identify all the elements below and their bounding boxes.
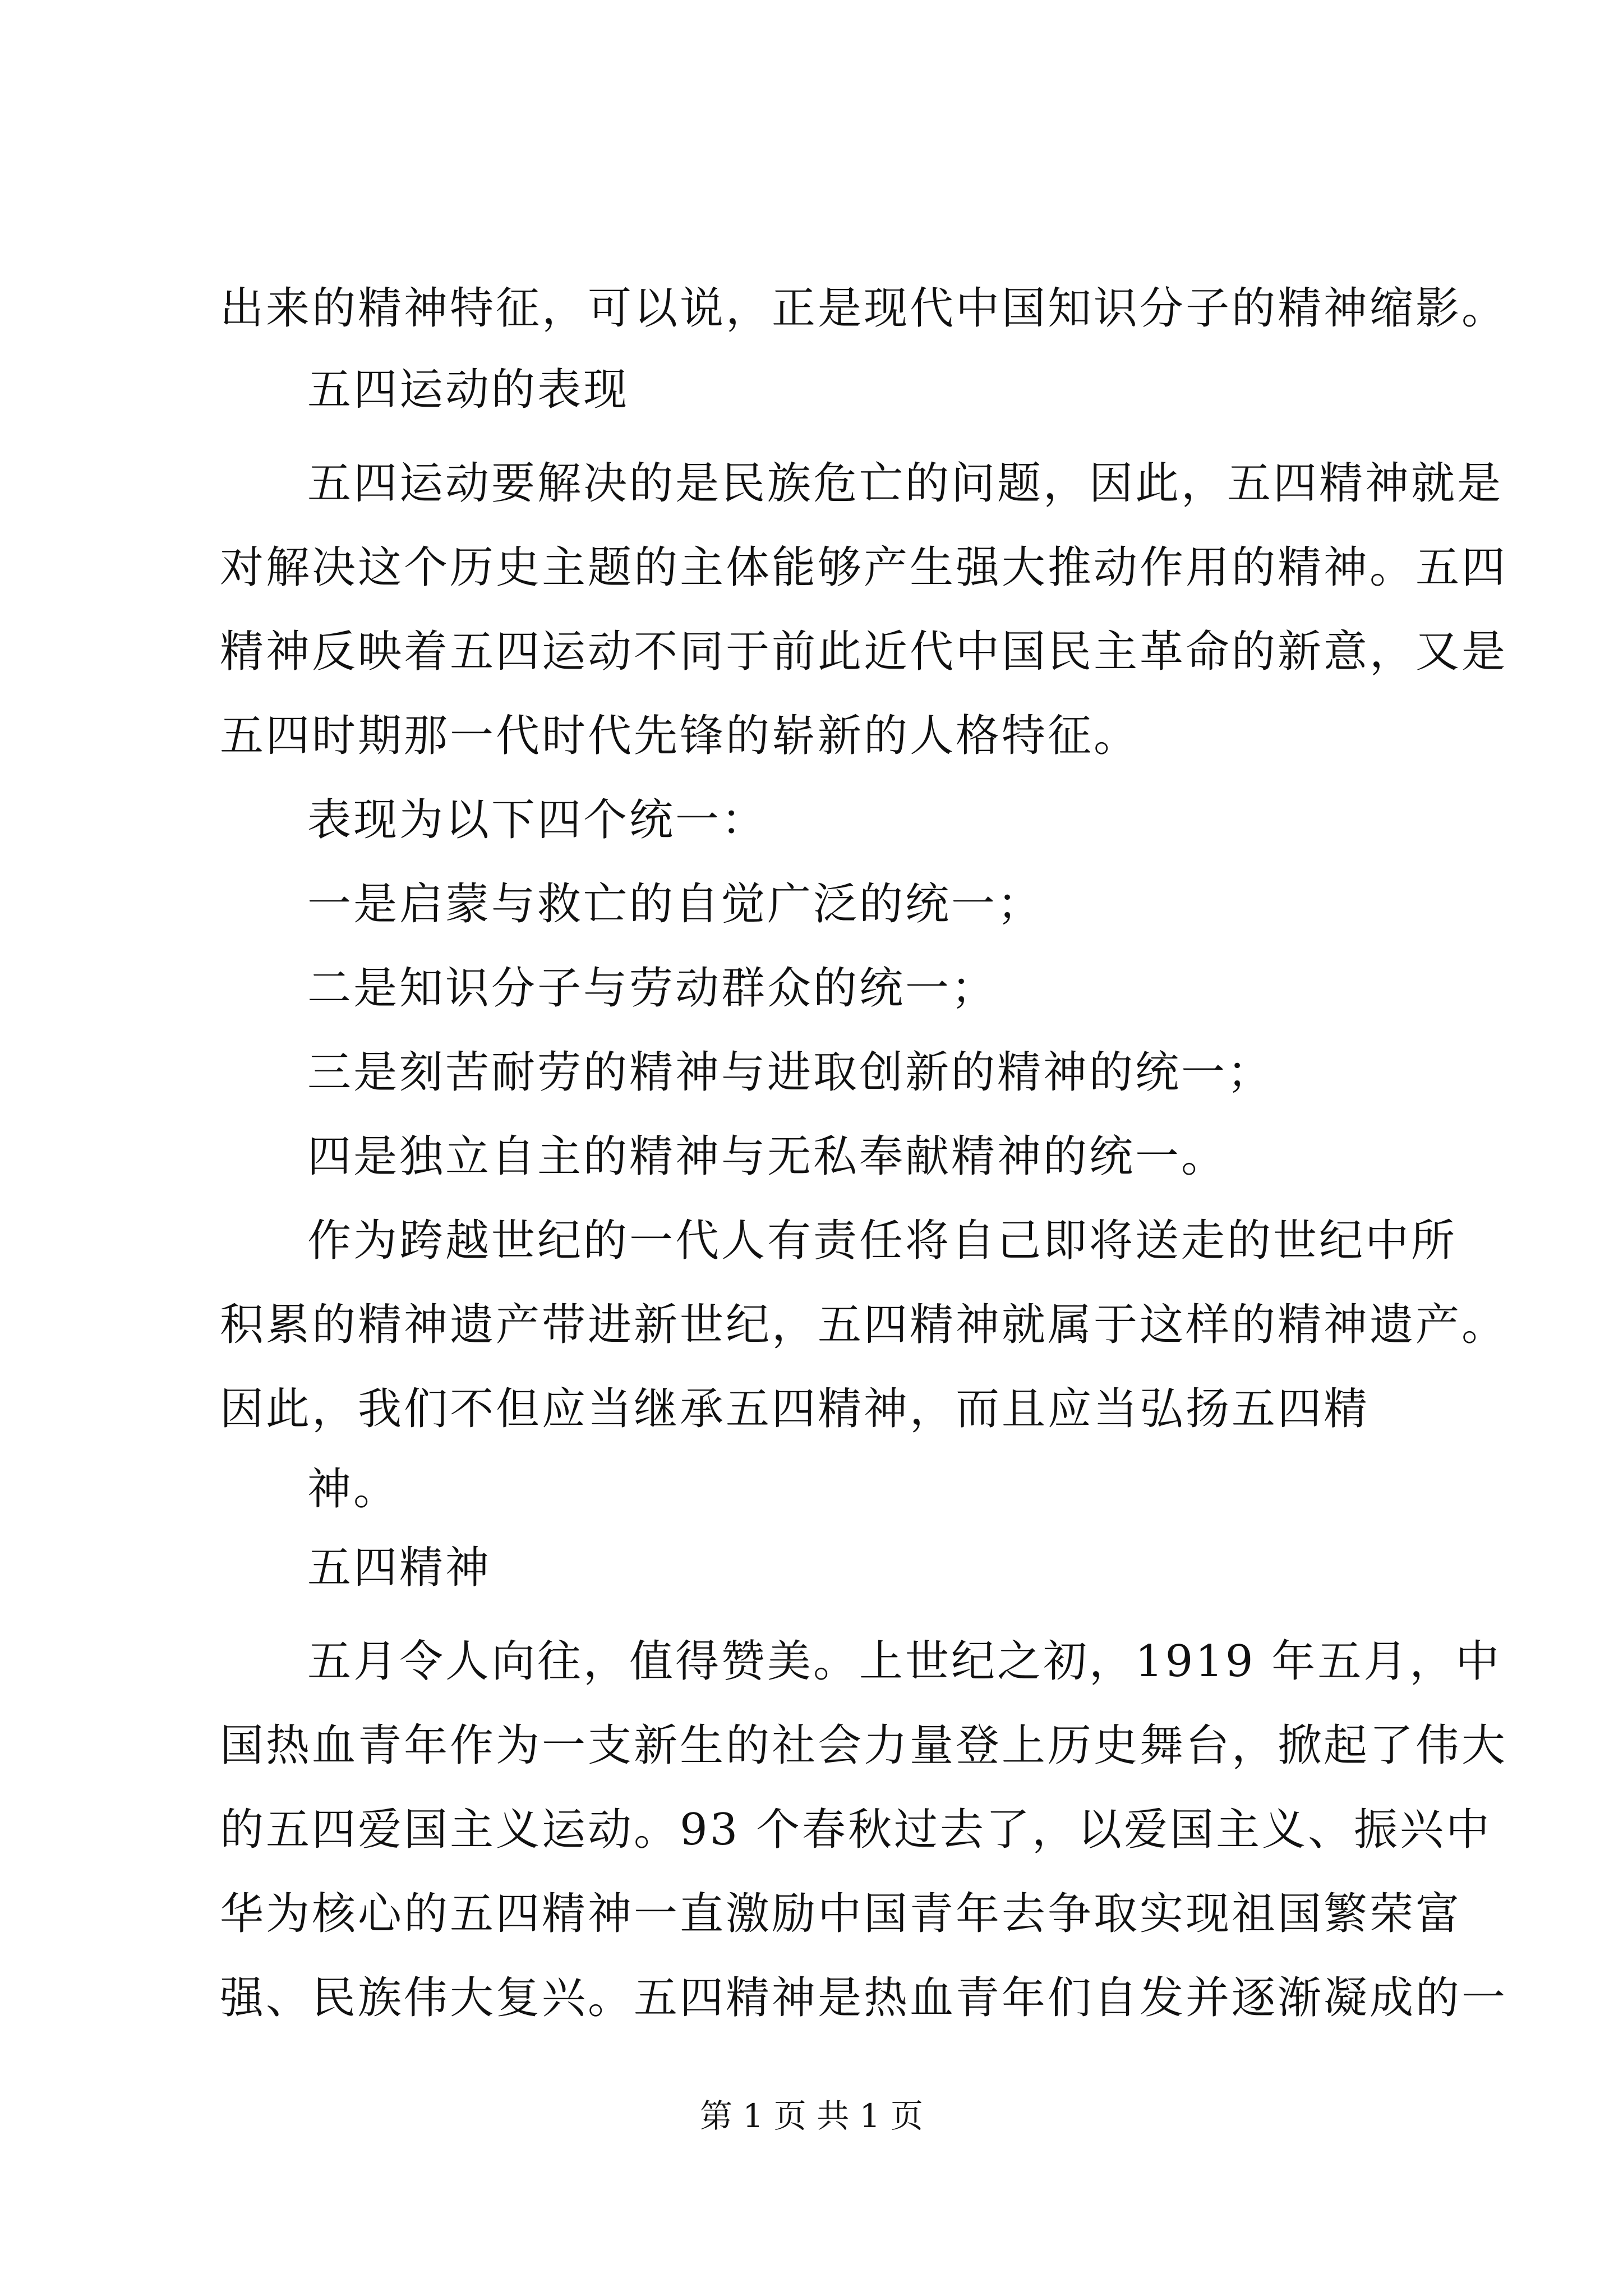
text-line: 强、民族伟大复兴。五四精神是热血青年们自发并逐渐凝成的一 [220, 1973, 1508, 2023]
list-item: 三是刻苦耐劳的精神与进取创新的精神的统一； [307, 1047, 1274, 1098]
list-item: 一是启蒙与救亡的自觉广泛的统一； [307, 879, 1044, 930]
list-item: 四是独立自主的精神与无私奉献精神的统一。 [307, 1131, 1228, 1182]
text-line: 五四运动要解决的是民族危亡的问题，因此，五四精神就是 [307, 458, 1504, 509]
text-line: 积累的精神遗产带进新世纪，五四精神就属于这样的精神遗产。 [220, 1300, 1508, 1350]
text-line: 国热血青年作为一支新生的社会力量登上历史舞台，掀起了伟大 [220, 1720, 1508, 1771]
page-footer: 第 1 页 共 1 页 [700, 2097, 923, 2135]
text-line: 因此，我们不但应当继承五四精神，而且应当弘扬五四精 [220, 1384, 1370, 1434]
text-line: 作为跨越世纪的一代人有责任将自己即将送走的世纪中所 [307, 1216, 1458, 1266]
text-line: 的五四爱国主义运动。93 个春秋过去了，以爱国主义、振兴中 [220, 1805, 1492, 1855]
section-heading: 五四运动的表现 [307, 365, 630, 415]
text-line: 神。 [307, 1464, 400, 1515]
text-line: 表现为以下四个统一： [307, 795, 768, 845]
text-line: 五月令人向往，值得赞美。上世纪之初，1919 年五月，中 [307, 1636, 1502, 1687]
section-heading: 五四精神 [307, 1543, 492, 1593]
text-line: 华为核心的五四精神一直激励中国青年去争取实现祖国繁荣富 [220, 1889, 1462, 1939]
text-line: 出来的精神特征，可以说，正是现代中国知识分子的精神缩影。 [220, 283, 1508, 334]
text-line: 精神反映着五四运动不同于前此近代中国民主革命的新意，又是 [220, 627, 1508, 677]
list-item: 二是知识分子与劳动群众的统一； [307, 963, 998, 1014]
text-line: 五四时期那一代时代先锋的崭新的人格特征。 [220, 711, 1140, 761]
text-line: 对解决这个历史主题的主体能够产生强大推动作用的精神。五四 [220, 542, 1508, 593]
